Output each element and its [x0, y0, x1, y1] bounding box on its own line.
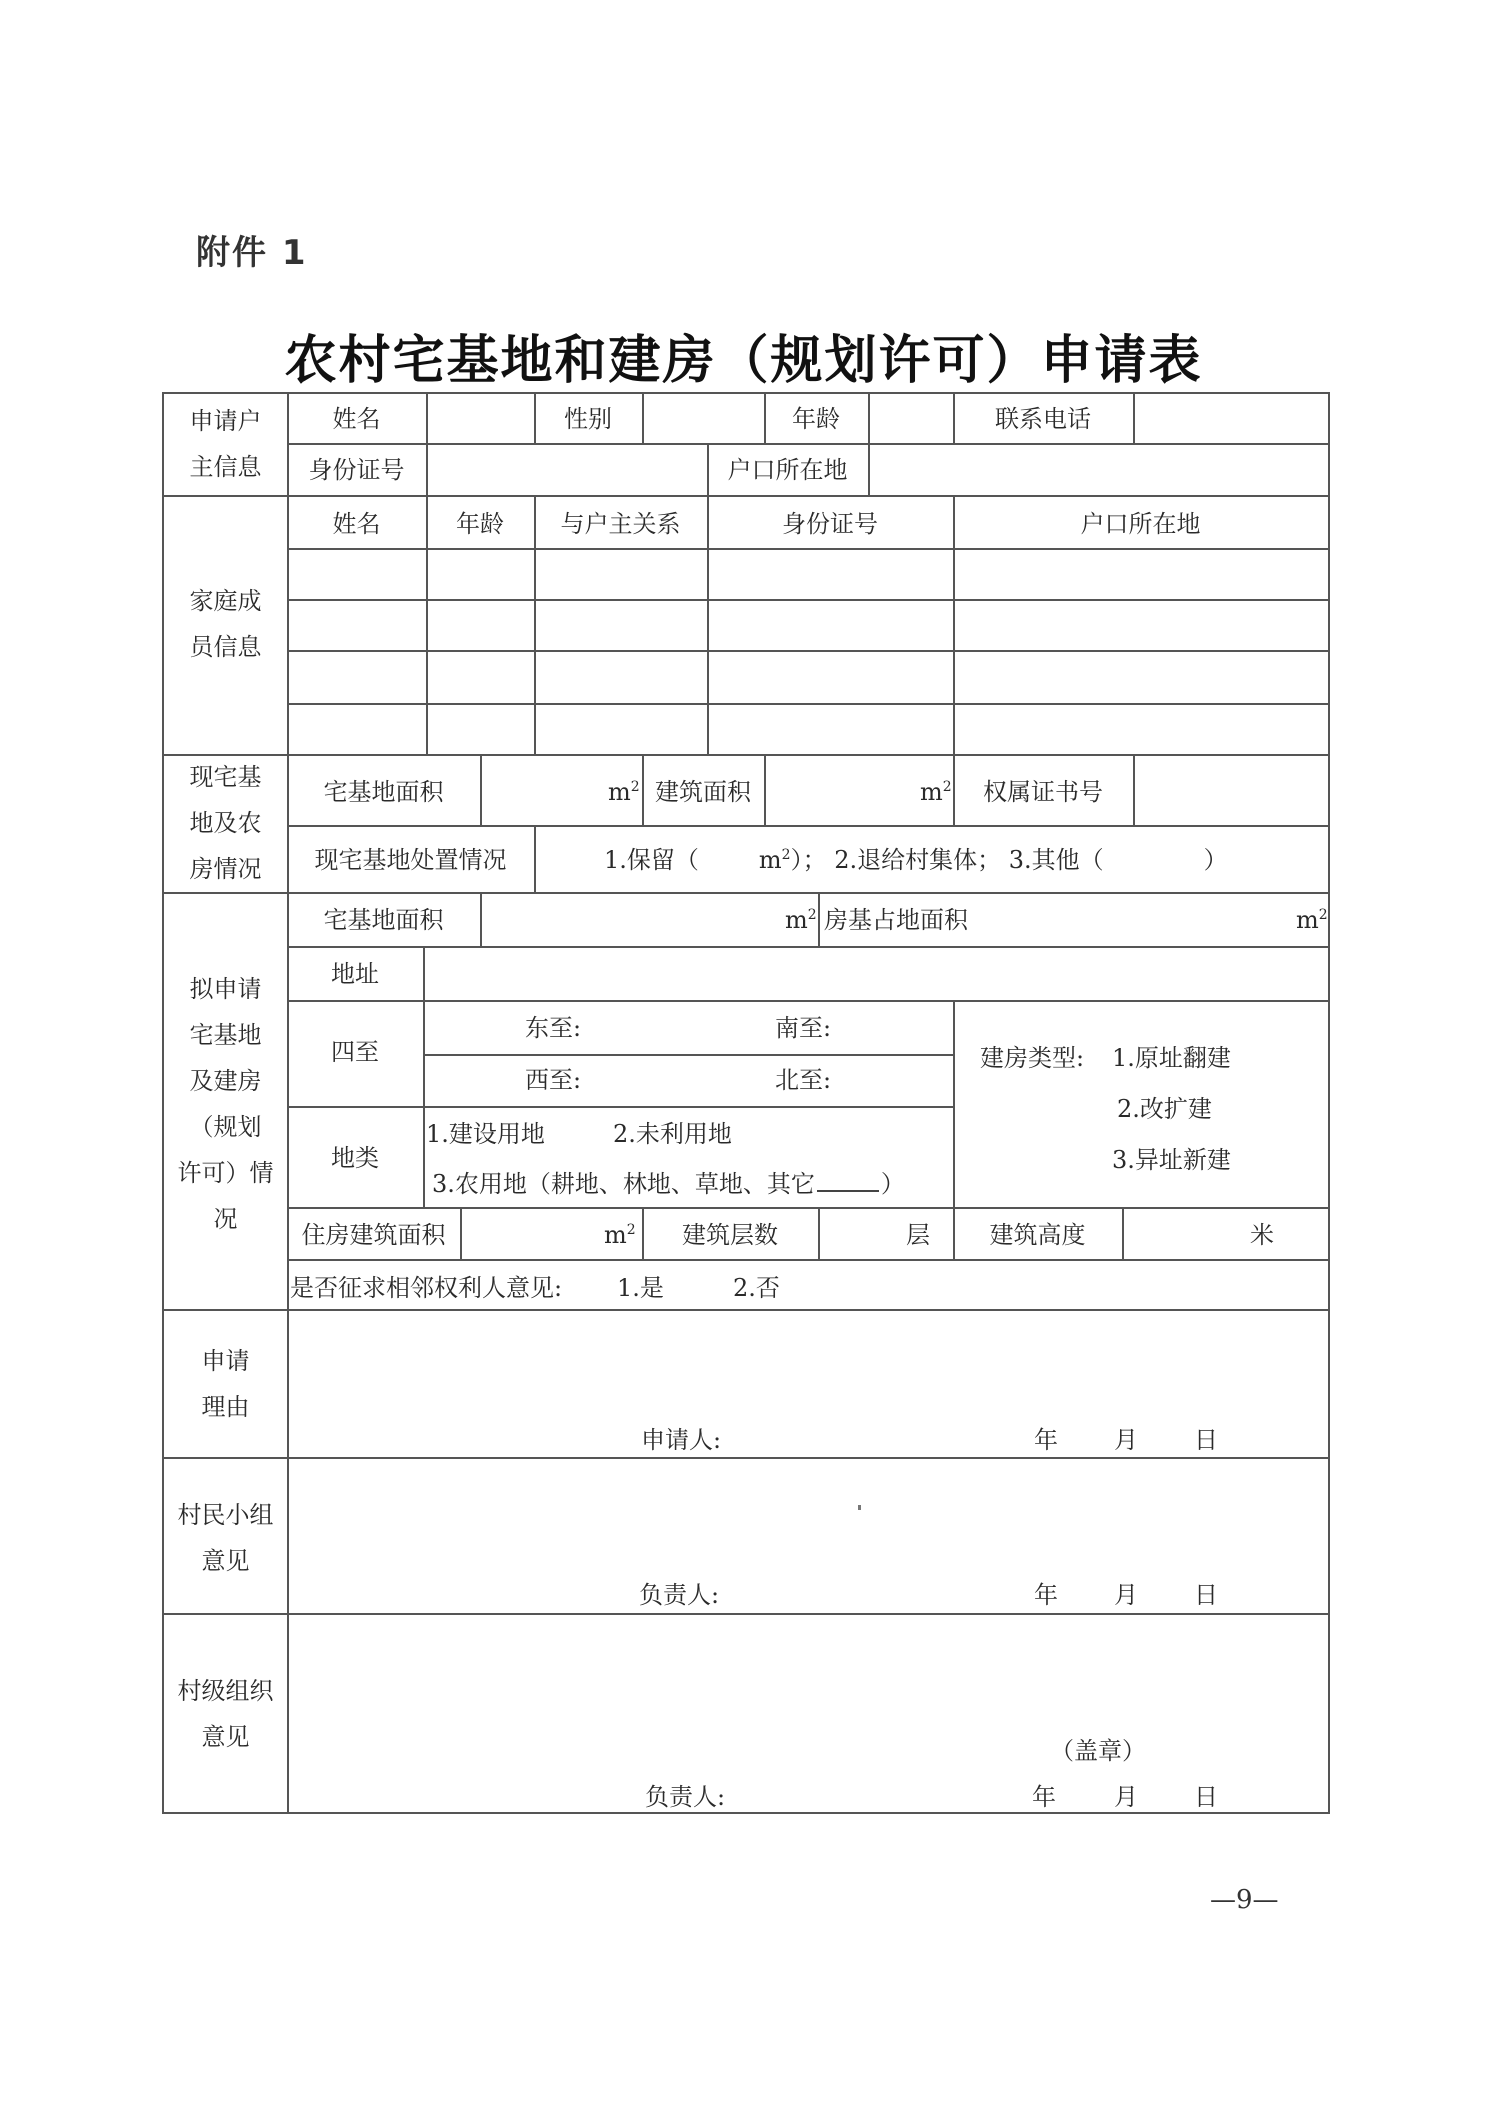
label-seal: （盖章）: [1050, 1737, 1146, 1765]
label-age: 年龄: [792, 405, 840, 433]
row-line: [287, 599, 1330, 601]
land-type-option[interactable]: 2.未利用地: [613, 1120, 732, 1148]
label-year: 年: [1034, 1581, 1058, 1609]
col-line: [480, 754, 482, 825]
land-type-option[interactable]: 1.建设用地: [426, 1120, 545, 1148]
label-day: 日: [1194, 1581, 1218, 1609]
row-line: [287, 443, 1330, 445]
section-label-line: 理由: [201, 1393, 250, 1421]
family-header-age: 年龄: [456, 510, 504, 538]
group-opinion-field[interactable]: [292, 1462, 1326, 1562]
col-line: [480, 892, 482, 946]
village-opinion-field[interactable]: [292, 1618, 1326, 1728]
label-day: 日: [1194, 1783, 1218, 1811]
table-border: [162, 1812, 1330, 1814]
col-line: [1133, 392, 1135, 443]
family-section-label: [164, 578, 287, 670]
neighbor-no-option[interactable]: 2.否: [733, 1274, 780, 1302]
family-header-relation: 与户主关系: [560, 510, 681, 538]
label-gender: 性别: [564, 405, 612, 433]
section-label-line: 拟申请: [189, 975, 262, 1003]
unit-height: 米: [1250, 1221, 1274, 1249]
col-line: [426, 392, 428, 495]
label-phone: 联系电话: [995, 405, 1091, 433]
attachment-label: 附件 1: [196, 233, 308, 273]
form-title: 农村宅基地和建房（规划许可）申请表: [284, 331, 1203, 391]
applicant-section-label: [164, 398, 287, 490]
section-label-line: （规划: [189, 1113, 262, 1141]
unit-text: m: [785, 906, 808, 934]
neighbor-yes-option[interactable]: 1.是: [617, 1274, 664, 1302]
col-line: [460, 1207, 462, 1259]
option-retain: 1.保留（: [604, 846, 699, 874]
label-east: 东至:: [525, 1014, 582, 1042]
label-village-signer: 负责人:: [645, 1783, 726, 1811]
row-line: [287, 946, 1330, 948]
label-height: 建筑高度: [989, 1221, 1086, 1249]
build-type-option[interactable]: 1.原址翻建: [1112, 1044, 1231, 1072]
unit-sup: 2: [630, 779, 640, 795]
label-floor-area: 住房建筑面积: [301, 1221, 446, 1249]
unit-text: m: [604, 1221, 627, 1249]
proposed-section-label: [164, 966, 287, 1242]
section-label-line: 意见: [201, 1723, 250, 1751]
label-proposed-homestead-area: 宅基地面积: [323, 906, 444, 934]
page-number: —9—: [1210, 1885, 1279, 1915]
section-label-line: 现宅基: [189, 763, 262, 791]
label-floors: 建筑层数: [682, 1221, 778, 1249]
label-year: 年: [1032, 1783, 1056, 1811]
col-line: [642, 392, 644, 443]
row-line: [423, 1054, 953, 1056]
section-divider: [162, 495, 1330, 497]
applicant-age-field[interactable]: [872, 398, 950, 440]
row-line: [287, 825, 1330, 827]
col-line: [1122, 1207, 1124, 1259]
unit-floors: 层: [906, 1221, 930, 1249]
section-divider: [287, 392, 289, 1814]
land-type-option-close: ）: [880, 1170, 905, 1198]
unit-sup: 2: [942, 779, 952, 795]
unit-text: m: [758, 846, 782, 874]
section-label-line: 家庭成: [189, 587, 262, 615]
unit-m2: [1296, 908, 1328, 932]
col-line: [818, 892, 820, 946]
land-type-option-text: 3.农用地（耕地、林地、草地、其它: [432, 1170, 815, 1198]
applicant-id-field[interactable]: [430, 448, 704, 492]
applicant-gender-field[interactable]: [646, 398, 760, 440]
col-line: [818, 1207, 820, 1259]
family-header-hukou: 户口所在地: [1080, 510, 1201, 538]
section-label-line: 员信息: [189, 633, 262, 661]
section-label-line: 申请: [201, 1347, 250, 1375]
build-type-option[interactable]: 2.改扩建: [1117, 1095, 1212, 1123]
label-boundaries: 四至: [331, 1038, 379, 1066]
row-line: [287, 548, 1330, 550]
section-divider: [162, 892, 1330, 894]
applicant-hukou-field[interactable]: [872, 448, 1325, 492]
col-line: [764, 754, 766, 825]
village-section-label: [164, 1668, 287, 1760]
label-address: 地址: [331, 960, 379, 988]
family-header-id: 身份证号: [782, 510, 878, 538]
land-type-option[interactable]: [432, 1172, 905, 1196]
reason-section-label: [164, 1338, 287, 1430]
label-year: 年: [1034, 1426, 1058, 1454]
family-header-name: 姓名: [332, 510, 381, 538]
applicant-phone-field[interactable]: [1137, 398, 1325, 440]
label-current-homestead-area: 宅基地面积: [323, 778, 444, 806]
col-line: [1133, 754, 1135, 825]
section-divider: [162, 1309, 1330, 1311]
unit-text: m: [920, 778, 943, 806]
label-current-building-area: 建筑面积: [655, 778, 751, 806]
section-label-line: 许可）情: [177, 1159, 274, 1187]
section-label-line: 村民小组: [177, 1501, 274, 1529]
row-line: [287, 1106, 953, 1108]
label-cert-no: 权属证书号: [983, 778, 1103, 806]
unit-m2: [785, 908, 817, 932]
unit-text: m: [1296, 906, 1319, 934]
section-label-line: 申请户: [189, 407, 262, 435]
unit-m2: [920, 780, 952, 804]
section-label-line: 房情况: [189, 855, 262, 883]
table-border: [1328, 392, 1330, 1814]
section-label-line: 意见: [201, 1547, 250, 1575]
scan-speck: [858, 1505, 861, 1510]
row-line: [287, 1000, 1330, 1002]
table-border: [162, 392, 1330, 394]
label-hukou: 户口所在地: [727, 456, 848, 484]
label-disposal: 现宅基地处置情况: [314, 846, 507, 874]
label-month: 月: [1114, 1783, 1138, 1811]
row-line: [287, 703, 1330, 705]
label-south: 南至:: [775, 1014, 832, 1042]
label-id-no: 身份证号: [308, 456, 405, 484]
reason-field[interactable]: [292, 1314, 1326, 1414]
section-divider: [162, 754, 1330, 756]
col-line: [534, 825, 536, 892]
label-month: 月: [1114, 1581, 1138, 1609]
section-label-line: 村级组织: [177, 1677, 274, 1705]
applicant-name-field[interactable]: [430, 398, 530, 440]
label-month: 月: [1114, 1426, 1138, 1454]
col-line: [953, 1000, 955, 1207]
label-applicant-signer: 申请人:: [641, 1426, 722, 1454]
section-label-line: 宅基地: [189, 1021, 262, 1049]
address-field[interactable]: [427, 950, 1325, 996]
section-label-line: 地及农: [189, 809, 262, 837]
unit-sup: 2: [626, 1222, 636, 1238]
unit-m2: [608, 780, 640, 804]
unit-text: m: [608, 778, 631, 806]
current-section-label: [164, 754, 287, 892]
row-line: [287, 650, 1330, 652]
unit-sup: 2: [807, 907, 817, 923]
disposal-options: [604, 848, 1228, 872]
label-build-type: 建房类型:: [980, 1044, 1085, 1072]
section-divider: [162, 1613, 1330, 1615]
label-west: 西至:: [525, 1066, 582, 1094]
build-type-option[interactable]: 3.异址新建: [1112, 1146, 1231, 1174]
option-close: ）: [1203, 846, 1228, 874]
unit-m2: [604, 1223, 636, 1247]
section-divider: [162, 1457, 1330, 1459]
option-return-other: ）； 2.退给村集体； 3.其他（: [790, 846, 1104, 874]
label-group-signer: 负责人:: [639, 1581, 720, 1609]
unit-sup: 2: [781, 847, 791, 863]
section-label-line: 主信息: [189, 453, 262, 481]
label-footprint-area: 房基占地面积: [824, 906, 968, 934]
group-section-label: [164, 1492, 287, 1584]
label-name: 姓名: [332, 405, 381, 433]
row-line: [287, 1259, 1330, 1261]
section-label-line: 及建房: [189, 1067, 262, 1095]
label-neighbor-consent: 是否征求相邻权利人意见:: [290, 1274, 563, 1302]
label-land-type: 地类: [331, 1144, 379, 1172]
col-line: [868, 392, 870, 495]
unit-sup: 2: [1318, 907, 1328, 923]
row-line: [287, 1207, 1330, 1209]
label-day: 日: [1194, 1426, 1218, 1454]
col-line: [423, 946, 425, 1207]
label-north: 北至:: [775, 1066, 832, 1094]
section-label-line: 况: [213, 1205, 238, 1233]
